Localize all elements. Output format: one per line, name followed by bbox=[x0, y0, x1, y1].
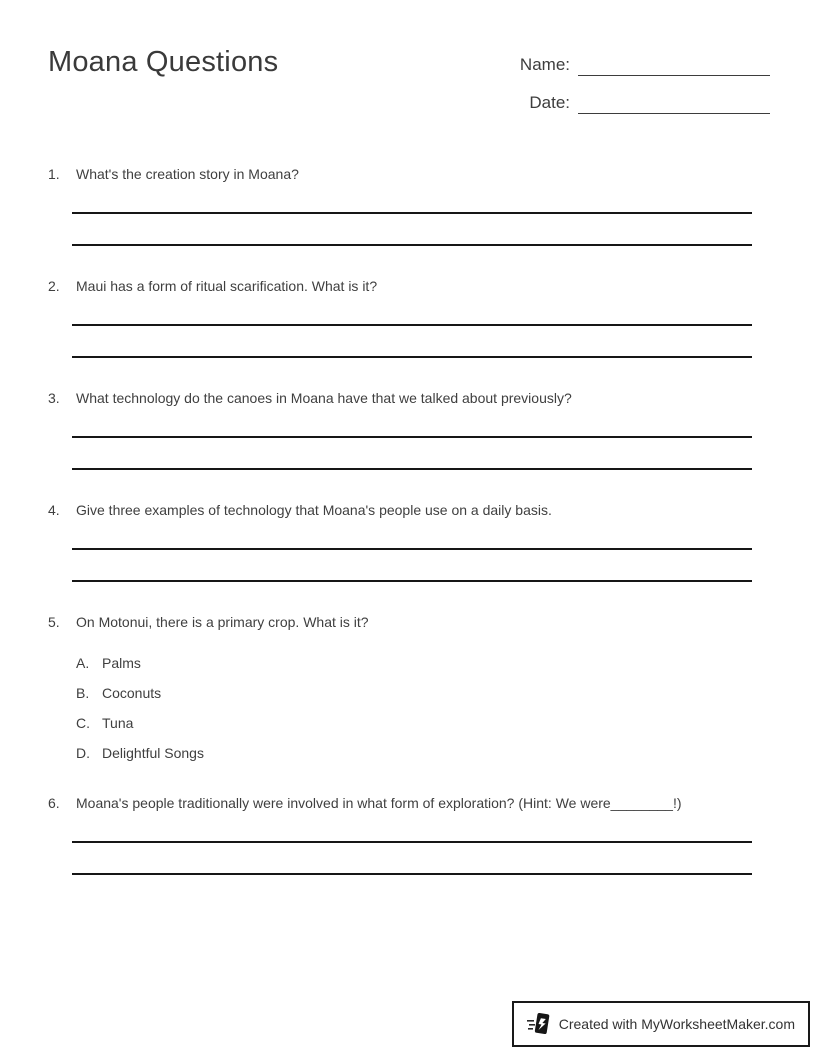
question-text: Moana's people traditionally were involved in what form of exploration? (Hint: We were________!) bbox=[76, 795, 682, 811]
question-text: On Motonui, there is a primary crop. What is it? bbox=[76, 614, 369, 630]
choice-b bbox=[76, 684, 752, 703]
question-list bbox=[0, 165, 816, 875]
answer-line bbox=[72, 324, 752, 326]
question-text-row bbox=[48, 277, 752, 296]
choice-text: Tuna bbox=[102, 715, 134, 731]
page-title: Moana Questions bbox=[48, 46, 279, 78]
answer-area bbox=[72, 324, 752, 358]
answer-line bbox=[72, 873, 752, 875]
question-text-row bbox=[48, 389, 752, 408]
date-label: Date: bbox=[529, 93, 570, 112]
choice-d bbox=[76, 744, 752, 763]
answer-line bbox=[72, 841, 752, 843]
choice-text: Coconuts bbox=[102, 685, 162, 701]
question-3 bbox=[48, 389, 752, 470]
choice-a bbox=[76, 654, 752, 673]
credit-badge bbox=[512, 1001, 810, 1047]
choice-c bbox=[76, 714, 752, 733]
question-4 bbox=[48, 501, 752, 582]
header bbox=[0, 0, 816, 114]
question-2 bbox=[48, 277, 752, 358]
question-number: 2. bbox=[48, 278, 60, 294]
question-number: 4. bbox=[48, 502, 60, 518]
answer-line bbox=[72, 436, 752, 438]
answer-line bbox=[72, 548, 752, 550]
question-text-row bbox=[48, 165, 752, 184]
choice-text: Palms bbox=[102, 655, 141, 671]
question-text: Give three examples of technology that Moana's people use on a daily basis. bbox=[76, 502, 552, 518]
answer-area bbox=[72, 841, 752, 875]
answer-line bbox=[72, 212, 752, 214]
name-date-block bbox=[508, 38, 770, 114]
answer-line bbox=[72, 580, 752, 582]
question-text: What's the creation story in Moana? bbox=[76, 166, 299, 182]
answer-area bbox=[72, 436, 752, 470]
question-number: 1. bbox=[48, 166, 60, 182]
date-write-line bbox=[578, 76, 770, 114]
choice-letter: B. bbox=[76, 685, 90, 701]
choice-letter: A. bbox=[76, 655, 90, 671]
name-row bbox=[508, 38, 770, 76]
question-6 bbox=[48, 794, 752, 875]
question-1 bbox=[48, 165, 752, 246]
question-number: 6. bbox=[48, 795, 60, 811]
choice-letter: C. bbox=[76, 715, 90, 731]
question-number: 3. bbox=[48, 390, 60, 406]
answer-line bbox=[72, 468, 752, 470]
question-text-row bbox=[48, 794, 752, 813]
question-5 bbox=[48, 613, 752, 763]
question-text: Maui has a form of ritual scarification. What is it? bbox=[76, 278, 378, 294]
name-label: Name: bbox=[519, 55, 570, 74]
answer-area bbox=[72, 212, 752, 246]
choice-list bbox=[76, 654, 752, 763]
question-text: What technology do the canoes in Moana have that we talked about previously? bbox=[76, 390, 572, 406]
question-number: 5. bbox=[48, 614, 60, 630]
choice-text: Delightful Songs bbox=[102, 745, 204, 761]
answer-area bbox=[72, 548, 752, 582]
worksheet-logo-icon bbox=[527, 1011, 550, 1037]
question-text-row bbox=[48, 613, 752, 632]
credit-text: Created with MyWorksheetMaker.com bbox=[558, 1016, 795, 1032]
question-text-row bbox=[48, 501, 752, 520]
answer-line bbox=[72, 356, 752, 358]
choice-letter: D. bbox=[76, 745, 90, 761]
date-row bbox=[508, 76, 770, 114]
answer-line bbox=[72, 244, 752, 246]
name-write-line bbox=[578, 38, 770, 76]
